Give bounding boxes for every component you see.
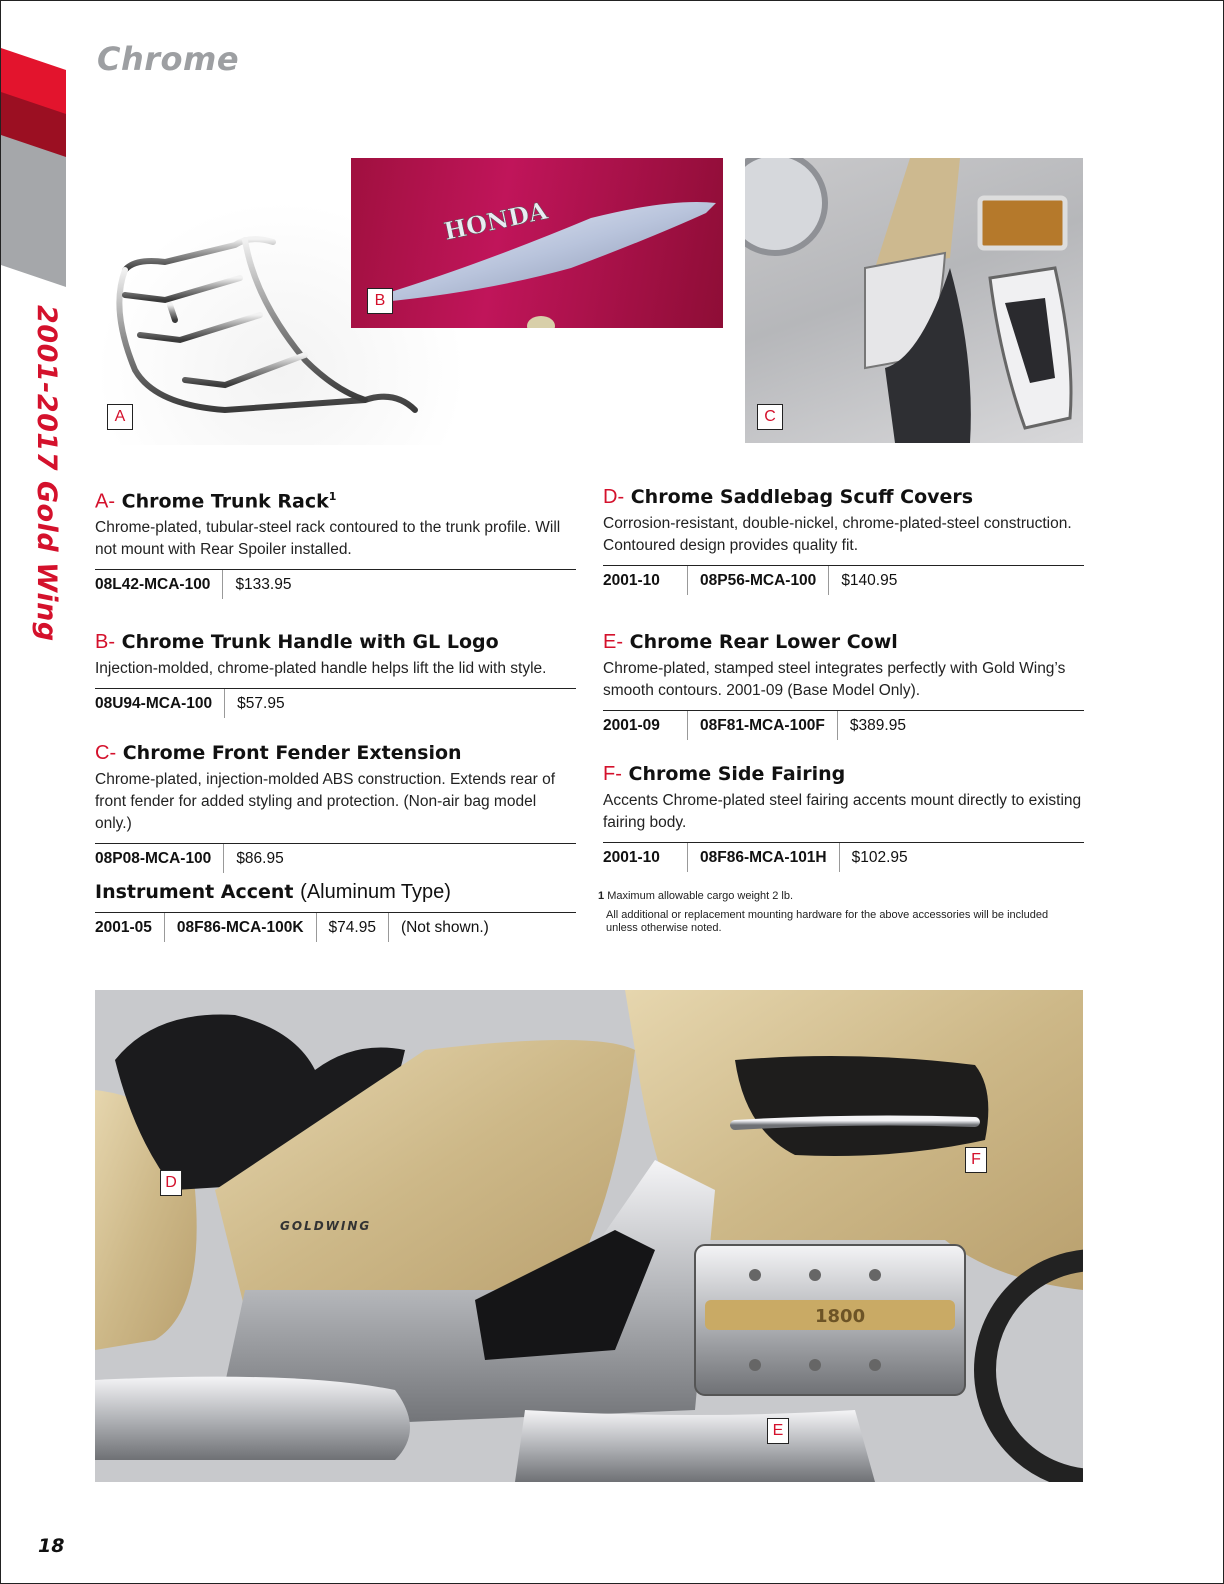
product-a-row — [95, 569, 576, 599]
product-c-description: Chrome-plated, injection-molded ABS construction. Extends rear of front fender for added styling and protection. (Non-air bag model only.) — [95, 771, 556, 832]
model-years: 2001-09 — [603, 716, 660, 734]
footnote-1-text: Maximum allowable cargo weight 2 lb. — [607, 890, 794, 902]
callout-c: C — [757, 404, 783, 430]
footnote-1 — [598, 890, 1068, 903]
product-e-name: Chrome Rear Lower Cowl — [629, 631, 898, 653]
gold-wing-main-image — [95, 990, 1083, 1482]
product-e-letter: E- — [603, 631, 623, 653]
tab-band-gray — [1, 135, 66, 287]
callout-f: F — [965, 1147, 987, 1173]
price: $140.95 — [828, 566, 909, 595]
trunk-handle-image — [351, 158, 723, 328]
product-e-row — [603, 710, 1084, 740]
product-f-letter: F- — [603, 763, 622, 785]
instrument-accent-heading — [95, 880, 576, 904]
callout-a: A — [107, 404, 133, 430]
product-e-heading — [603, 630, 1084, 654]
footnote-1-number: 1 — [598, 890, 605, 902]
product-b — [95, 630, 576, 718]
product-b-heading — [95, 630, 576, 654]
product-instrument-accent — [95, 880, 576, 942]
price: $133.95 — [222, 570, 303, 599]
page-number: 18 — [38, 1535, 65, 1557]
product-e-description: Chrome-plated, stamped steel integrates perfectly with Gold Wing’s smooth contours. 2001-09 (Base Model Only). — [603, 660, 1066, 699]
note: (Not shown.) — [388, 913, 501, 942]
product-a-heading — [95, 485, 576, 513]
callout-e: E — [767, 1418, 789, 1444]
price: $86.95 — [223, 844, 295, 873]
product-d-letter: D- — [603, 486, 625, 508]
instrument-accent-row — [95, 912, 576, 942]
price: $102.95 — [839, 843, 920, 872]
product-b-row — [95, 688, 576, 718]
side-section-title — [22, 305, 62, 650]
product-f — [603, 762, 1084, 872]
footnote-hardware: All additional or replacement mounting hardware for the above accessories will be included unless otherwise noted. — [606, 909, 1049, 934]
part-number: 08F86-MCA-100K — [164, 913, 316, 942]
model-years: 2001-05 — [95, 918, 152, 936]
product-f-description: Accents Chrome-plated steel fairing accents mount directly to existing fairing body. — [603, 792, 1082, 831]
product-a-name: Chrome Trunk Rack — [121, 490, 329, 513]
price: $74.95 — [316, 913, 388, 942]
product-a-letter: A- — [95, 490, 115, 513]
page-title: Chrome — [97, 40, 240, 78]
product-f-row — [603, 842, 1084, 872]
callout-d: D — [160, 1170, 182, 1196]
product-a-description: Chrome-plated, tubular-steel rack contoured to the trunk profile. Will not mount with Rear Spoiler installed. — [95, 519, 561, 559]
part-number: 08F86-MCA-101H — [687, 843, 839, 872]
product-d — [603, 485, 1084, 595]
product-f-name: Chrome Side Fairing — [628, 763, 846, 785]
price: $389.95 — [837, 711, 918, 740]
price: $57.95 — [224, 689, 296, 718]
svg-text:GOLDWING: GOLDWING — [280, 1219, 372, 1233]
svg-text:1800: 1800 — [815, 1306, 866, 1327]
product-c-letter: C- — [95, 742, 117, 764]
part-number: 08U94-MCA-100 — [95, 694, 213, 712]
product-e — [603, 630, 1084, 740]
model-years: 2001-10 — [603, 571, 660, 589]
part-number: 08P08-MCA-100 — [95, 849, 212, 867]
front-fender-extension-image — [745, 158, 1083, 443]
product-c-row — [95, 843, 576, 873]
part-number: 08F81-MCA-100F — [687, 711, 837, 740]
product-c-heading — [95, 741, 576, 765]
gold-wing-illustration-icon — [95, 990, 1083, 1482]
product-c — [95, 741, 576, 873]
footnote-ref: 1 — [328, 490, 337, 503]
product-d-name: Chrome Saddlebag Scuff Covers — [630, 486, 974, 508]
product-d-description: Corrosion-resistant, double-nickel, chrome-plated-steel construction. Contoured design provides quality fit. — [603, 515, 1072, 554]
fender-extension-illustration-icon — [745, 158, 1083, 443]
product-f-heading — [603, 762, 1084, 786]
product-a — [95, 485, 576, 599]
callout-b: B — [367, 288, 393, 314]
footnotes — [598, 890, 1068, 935]
instrument-accent-qualifier: (Aluminum Type) — [300, 881, 451, 903]
svg-text:HONDA: HONDA — [441, 195, 550, 246]
product-b-name: Chrome Trunk Handle with GL Logo — [121, 631, 499, 653]
instrument-accent-name: Instrument Accent — [95, 881, 294, 903]
part-number: 08P56-MCA-100 — [687, 566, 828, 595]
product-b-description: Injection-molded, chrome-plated handle helps lift the lid with style. — [95, 660, 547, 677]
product-c-name: Chrome Front Fender Extension — [122, 742, 462, 764]
trunk-handle-illustration-icon — [351, 158, 723, 328]
product-d-row — [603, 565, 1084, 595]
part-number: 08L42-MCA-100 — [95, 575, 211, 593]
model-years: 2001-10 — [603, 848, 660, 866]
side-section-title-text: 2001-2017 Gold Wing — [31, 305, 62, 642]
product-b-letter: B- — [95, 631, 115, 653]
product-d-heading — [603, 485, 1084, 509]
